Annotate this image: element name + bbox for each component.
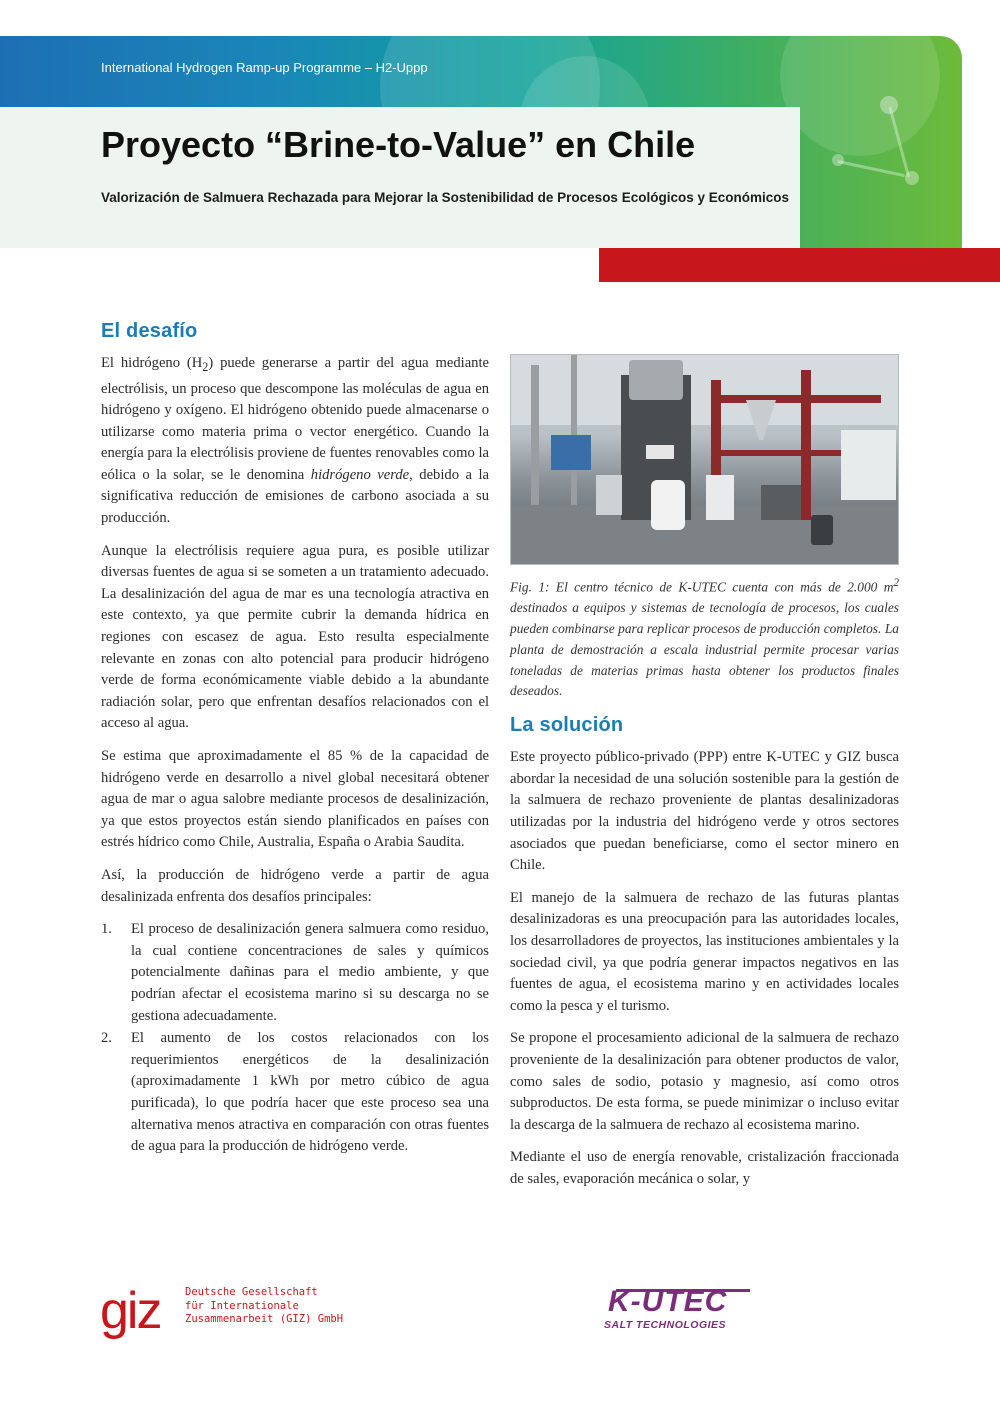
list-text: El aumento de los costos relacionados con los requerimientos energéticos de la desalinización (aproximadamente 1 kWh por metro cúbico de agua purificada), lo que podría hacer que este proceso sea una alternativa menos atractiva en comparación con otras fuentes de agua para la producción de hidrógeno verde. (131, 1030, 489, 1155)
kutec-logo-tagline: SALT TECHNOLOGIES (604, 1319, 727, 1331)
list-number: 2. (101, 1030, 112, 1047)
list-number: 1. (101, 921, 112, 938)
kutec-logo-name: K-UTEC (608, 1285, 728, 1318)
solution-paragraph-3: Se propone el procesamiento adicional de la salmuera de rechazo proveniente de la desalinización para obtener productos de valor, como sales de sodio, potasio y magnesio, así como otros subproductos. De esta forma, se puede minimizar o incluso evitar la descarga de la salmuera de rechazo al ecosistema marino. (510, 1030, 899, 1133)
challenge-paragraph-3: Se estima que aproximadamente el 85 % de la capacidad de hidrógeno verde en desarrollo a nivel global necesitará obtener agua de mar o agua salobre mediante procesos de desalinización, ya que estos proyectos están siendo planificados en países con estrés hídrico como Chile, Australia, España o Arabia Saudita. (101, 748, 489, 851)
figure-caption (510, 573, 899, 702)
challenge-list (101, 919, 489, 1158)
emphasis-hidrogeno-verde: hidrógeno verde (310, 466, 410, 483)
right-column (510, 354, 899, 1202)
text-span: El hidrógeno (H (101, 355, 203, 371)
page-subtitle: Valorización de Salmuera Rechazada para Mejorar la Sostenibilidad de Procesos Ecológicos y Económicos (101, 190, 789, 205)
solution-paragraph-1: Este proyecto público-privado (PPP) entre K-UTEC y GIZ busca abordar la necesidad de una solución sostenible para la gestión de la salmuera de rechazo proveniente de plantas desalinizadoras utilizadas por la industria del hidrógeno verde y otros sectores asociados que puedan beneficiarse, como el sector minero en Chile. (510, 749, 899, 874)
decor-molecule-link (838, 160, 905, 177)
subscript-2: 2 (202, 359, 209, 374)
list-text: El proceso de desalinización genera salmuera como residuo, la cual contiene concentraciones de sales y químicos potencialmente dañinas para el medio ambiente, y que podrían afectar el ecosistema marino si su descarga no se gestiona adecuadamente. (131, 921, 489, 1024)
solution-heading: La solución (510, 714, 624, 737)
decor-bubble (780, 36, 940, 156)
challenge-heading: El desafío (101, 320, 198, 342)
text-span: , debido a la significativa reducción de emisiones de carbono asociada a su producción. (101, 466, 489, 527)
list-item (101, 1028, 489, 1158)
accent-bar (599, 248, 1000, 282)
programme-name: International Hydrogen Ramp-up Programme – H2-Uppp (101, 60, 428, 75)
solution-paragraph-4: Mediante el uso de energía renovable, cristalización fraccionada de sales, evaporación mecánica o solar, y (510, 1149, 899, 1187)
kutec-logo (602, 1285, 762, 1337)
plant-photo (510, 354, 899, 565)
solution-paragraph-2: El manejo de la salmuera de rechazo de las futuras plantas desalinizadoras es una preocupación para las autoridades locales, los desarrolladores de proyectos, las instituciones ambientales y la sociedad civil, ya que podría generar impactos negativos en las fuentes de agua, el ecosistema marino y en actividades locales como la pesca y el turismo. (510, 889, 899, 1014)
text-span: destinados a equipos y sistemas de tecnología de procesos, los cuales pueden combinarse para replicar procesos de producción completos. La planta de demostración a escala industrial permite procesar varias toneladas de materias primas hasta obtener los productos finales deseados. (510, 600, 899, 699)
giz-logo-text: Deutsche Gesellschaft für Internationale Zusammenarbeit (GIZ) GmbH (185, 1286, 344, 1325)
challenge-section (101, 320, 489, 1159)
text-span: Fig. 1: El centro técnico de K-UTEC cuenta con más de 2.000 m (510, 579, 894, 595)
challenge-paragraph-4: Así, la producción de hidrógeno verde a partir de agua desalinizada enfrenta dos desafíos principales: (101, 866, 489, 905)
giz-logo-mark: giz (100, 1282, 161, 1340)
giz-logo (100, 1282, 344, 1343)
challenge-paragraph-1 (101, 353, 489, 530)
challenge-paragraph-2: Aunque la electrólisis requiere agua pura, es posible utilizar diversas fuentes de agua si se someten a un tratamiento adecuado. La desalinización del agua de mar es una tecnología atractiva en este contexto, ya que permite cubrir la demanda hídrica en regiones con escasez de agua. Esto resulta especialmente relevante en zonas con alto potencial para producir hidrógeno verde de forma económicamente viable debido a la abundante radiación solar, pero que enfrentan desafíos relacionados con el acceso al agua. (101, 542, 489, 732)
plant-illustration (511, 355, 899, 565)
text-span: ) puede generarse a partir del agua mediante electrólisis, un proceso que descompone las moléculas de agua en hidrógeno y oxígeno. El hidrógeno obtenido puede almacenarse o utilizarse como materia prima o vector energético. Cuando la energía para la electrólisis proviene de fuentes renovables como la eólica o la solar, se le denomina (101, 355, 489, 483)
list-item (101, 919, 489, 1027)
superscript-2: 2 (893, 577, 899, 589)
page-title: Proyecto “Brine-to-Value” en Chile (101, 124, 696, 165)
